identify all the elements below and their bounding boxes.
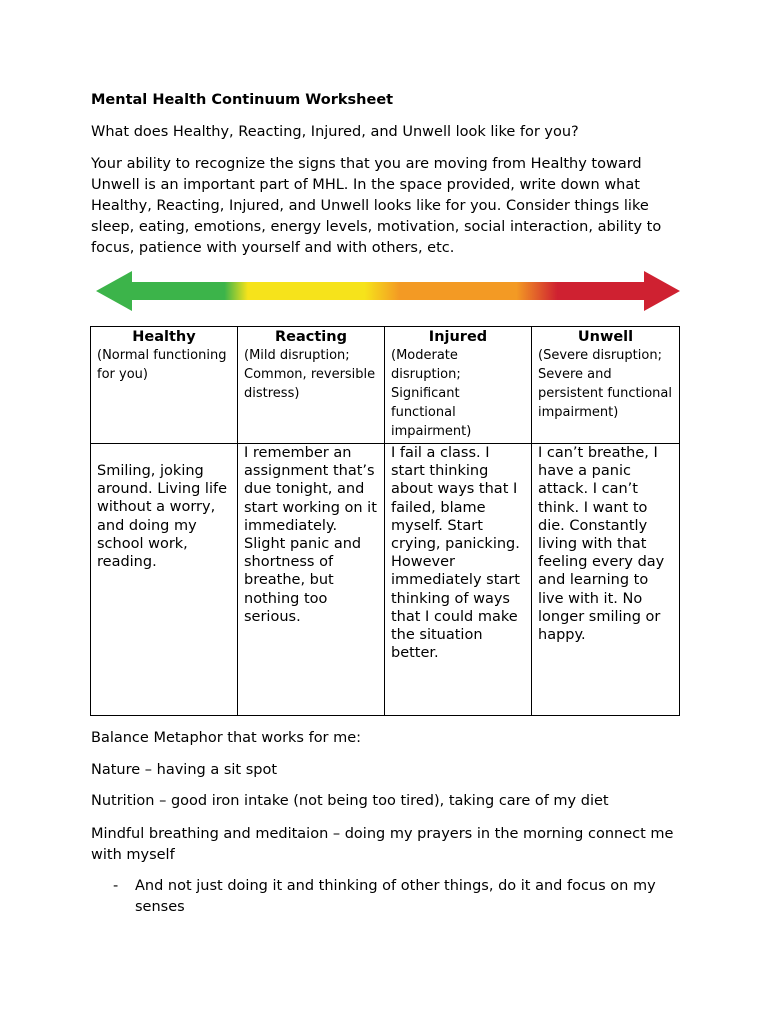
column-name: Healthy: [132, 329, 196, 345]
bullet-marker: -: [113, 878, 119, 894]
balance-item-mindful-breathing: Mindful breathing and meditaion – doing my prayers in the morning connect me with myself: [91, 826, 674, 863]
column-header-healthy: [91, 327, 238, 444]
column-description: (Normal functioning for you): [97, 348, 227, 382]
continuum-table: [90, 326, 680, 716]
table-header-row: [91, 327, 680, 444]
worksheet-question: What does Healthy, Reacting, Injured, and Unwell look like for you?: [91, 124, 579, 140]
continuum-arrow: [94, 270, 682, 312]
worksheet-title: Mental Health Continuum Worksheet: [91, 92, 394, 108]
balance-item-nutrition: Nutrition – good iron intake (not being too tired), taking care of my diet: [91, 793, 609, 809]
column-header-injured: [385, 327, 532, 444]
entry-text: I remember an assignment that’s due tonight, and start working on it immediately. Slight panic and shortness of breathe, but nothing too serious.: [244, 445, 377, 625]
entry-cell-healthy: [91, 444, 238, 716]
column-description: (Moderate disruption; Significant functional impairment): [391, 348, 472, 439]
entry-text: I can’t breathe, I have a panic attack. I can’t think. I want to die. Constantly living with that feeling every day and learning to live with it. No longer smiling or happy.: [538, 445, 665, 644]
balance-heading: Balance Metaphor that works for me:: [91, 730, 362, 746]
entry-cell-reacting: [238, 444, 385, 716]
entry-cell-injured: [385, 444, 532, 716]
table-row: [91, 444, 680, 716]
column-header-unwell: [532, 327, 680, 444]
column-name: Unwell: [577, 329, 634, 345]
continuum-arrow-shape: [96, 271, 680, 311]
worksheet-intro: Your ability to recognize the signs that you are moving from Healthy toward Unwell is an important part of MHL. In the space provided, write down what Healthy, Reacting, Injured, and Unwell looks like for you. Consider things like sleep, eating, emotions, energy levels, motivation, social interaction, ability to focus, patience with yourself and with others, etc.: [91, 156, 662, 256]
column-name: Injured: [428, 329, 488, 345]
entry-cell-unwell: [532, 444, 680, 716]
balance-item-nature: Nature – having a sit spot: [91, 762, 278, 778]
entry-text: Smiling, joking around. Living life without a worry, and doing my school work, reading.: [97, 463, 228, 571]
column-header-reacting: [238, 327, 385, 444]
column-description: (Mild disruption; Common, reversible distress): [244, 348, 376, 401]
column-description: (Severe disruption; Severe and persistent functional impairment): [538, 348, 672, 420]
bullet-text: And not just doing it and thinking of other things, do it and focus on my senses: [135, 878, 656, 915]
entry-text: I fail a class. I start thinking about ways that I failed, blame myself. Start crying, panicking. However immediately start thinking of ways that I could make the situation better.: [391, 445, 520, 662]
column-name: Reacting: [275, 329, 347, 345]
